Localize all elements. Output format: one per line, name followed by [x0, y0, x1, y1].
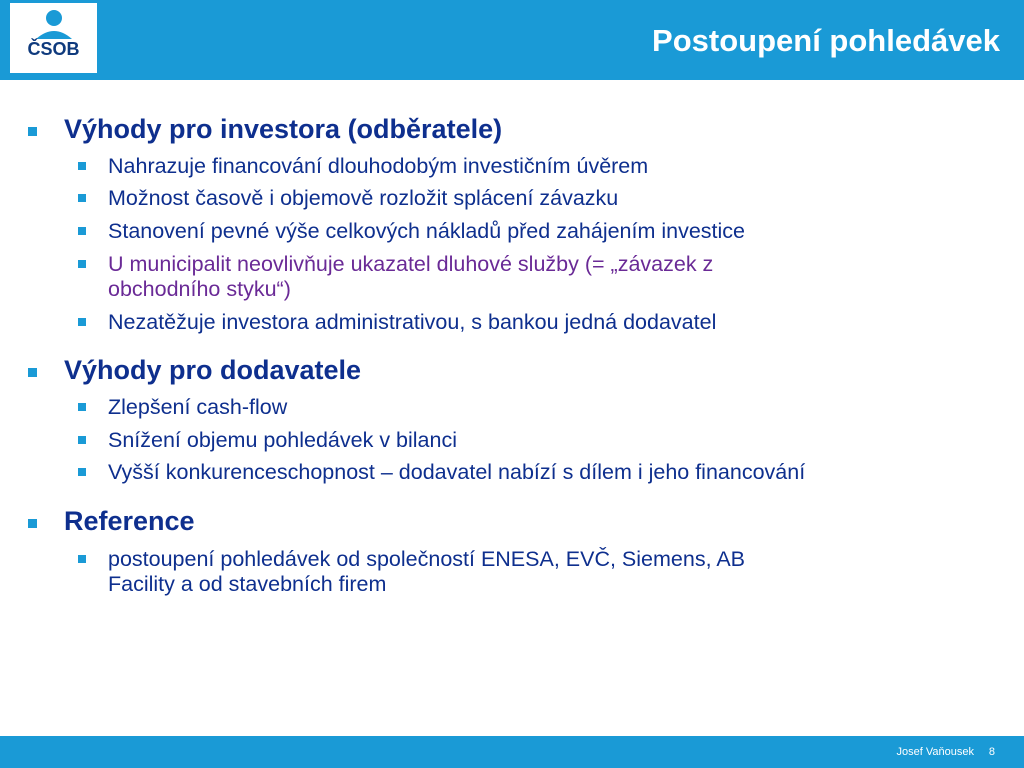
bullet-icon [78, 318, 86, 326]
list-item-highlight-line-2: obchodního styku“) [108, 277, 291, 301]
list-item: Možnost časově i objemově rozložit splácení závazku [108, 186, 619, 210]
section-heading: Reference [64, 506, 195, 536]
list-item: Vyšší konkurenceschopnost – dodavatel nabízí s dílem i jeho financování [108, 460, 806, 484]
list-item: Nahrazuje financování dlouhodobým investičním úvěrem [108, 154, 649, 178]
bullet-icon [78, 403, 86, 411]
bullet-icon [78, 194, 86, 202]
bullet-icon [78, 468, 86, 476]
list-item-line-1: postoupení pohledávek od společností ENESA, EVČ, Siemens, AB [108, 547, 746, 571]
list-item: Zlepšení cash-flow [108, 395, 288, 419]
bullet-icon [78, 227, 86, 235]
bullet-icon [28, 127, 37, 136]
slide-title: Postoupení pohledávek [652, 23, 1000, 58]
logo-text: ČSOB [27, 39, 80, 59]
bullet-icon [78, 555, 86, 563]
bullet-icon [78, 260, 86, 268]
bullet-icon [28, 368, 37, 377]
list-item-highlight-line-1: U municipalit neovlivňuje ukazatel dluhové služby (= „závazek z [108, 252, 714, 276]
bullet-icon [78, 162, 86, 170]
section-heading: Výhody pro dodavatele [64, 355, 362, 385]
bullet-icon [78, 436, 86, 444]
slide-footer [0, 736, 1024, 768]
bullet-icon [28, 519, 37, 528]
list-item: Nezatěžuje investora administrativou, s bankou jedná dodavatel [108, 310, 717, 334]
footer-author: Josef Vaňousek [896, 746, 974, 758]
page-number: 8 [988, 746, 995, 758]
list-item-line-2: Facility a od stavebních firem [108, 572, 387, 596]
list-item: Stanovení pevné výše celkových nákladů před zahájením investice [108, 219, 746, 243]
list-item: Snížení objemu pohledávek v bilanci [108, 428, 457, 452]
section-heading: Výhody pro investora (odběratele) [64, 114, 503, 144]
